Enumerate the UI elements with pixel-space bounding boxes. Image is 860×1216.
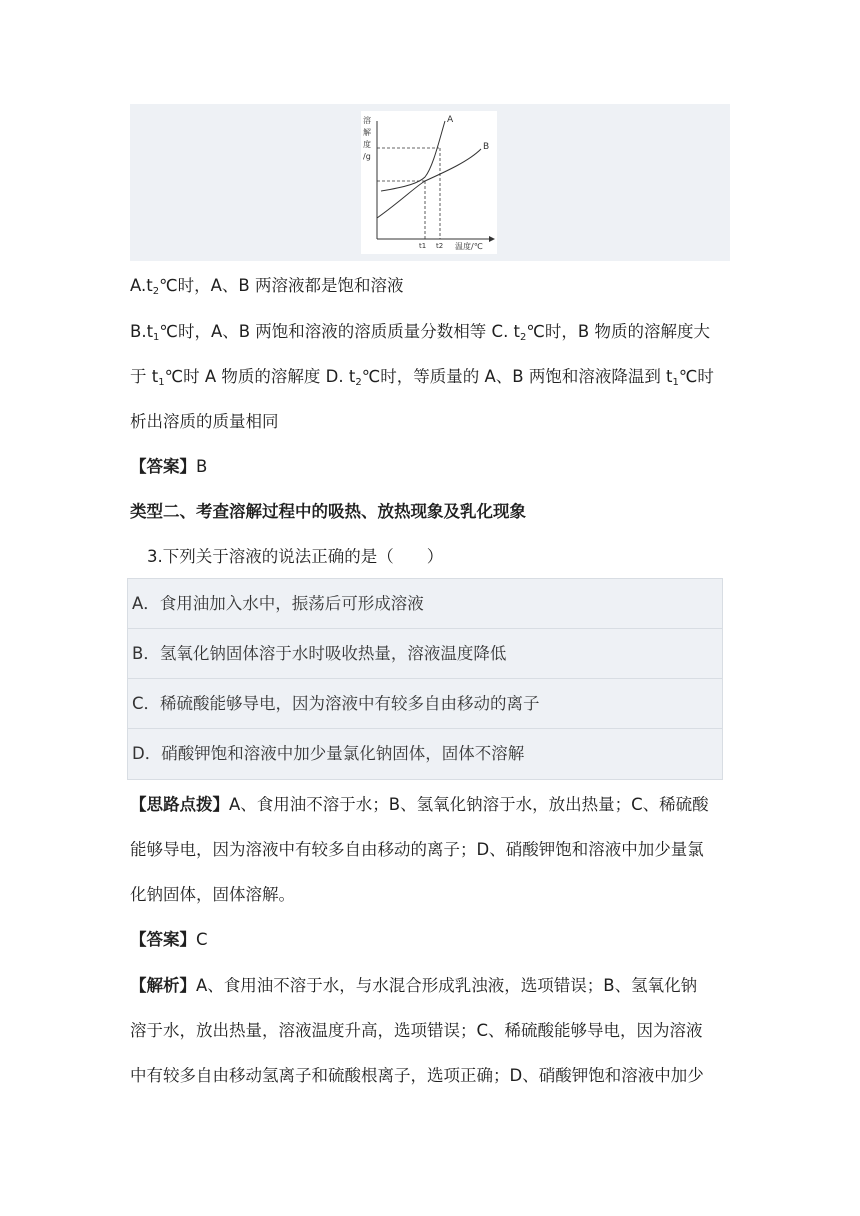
curve-b-label: B [483, 142, 490, 152]
analysis-label: 【解析】 [130, 976, 196, 995]
answer-value: C [196, 930, 208, 949]
answer-label: 【答案】 [130, 457, 196, 476]
hint-label: 【思路点拨】 [130, 795, 229, 814]
y-axis-label-char: 溶 [363, 116, 371, 125]
analysis-line-3: 中有较多自由移动氢离子和硫酸根离子，选项正确；D、硝酸钾饱和溶液中加少 [130, 1066, 704, 1085]
analysis-line-2: 溶于水，放出热量，溶液温度升高，选项错误；C、稀硫酸能够导电，因为溶液 [130, 1021, 703, 1040]
tick-t1: t1 [419, 242, 427, 250]
analysis-line-1: 【解析】A、食用油不溶于水，与水混合形成乳浊液，选项错误；B、氢氧化钠 [130, 976, 698, 995]
curve-b [377, 149, 481, 218]
x-axis-label: 温度/℃ [455, 242, 483, 251]
solubility-curve-graph [361, 111, 497, 254]
q2-option-b-line2: 于 $t_1℃$时 A 物质的溶解度 D. $t_2℃$时，等质量的 A、B 两饱和溶液降温到 $t_1℃$时 [130, 367, 714, 388]
tick-t2: t2 [436, 242, 444, 250]
q2-option-a: $A.t_2℃$时，A、B 两溶液都是饱和溶液 [130, 276, 404, 297]
answer-2 [130, 930, 740, 950]
q3-option-d: D．硝酸钾饱和溶液中加少量氯化钠固体，固体不溶解 [132, 744, 525, 763]
answer-value: B [196, 457, 208, 476]
q3-option-b: B．氢氧化钠固体溶于水时吸收热量，溶液温度降低 [128, 629, 722, 679]
q2-option-b-line1: $B.t_1℃$时，A、B 两饱和溶液的溶质质量分数相等 C. $t_2℃$时，B 物质的溶解度大 [130, 322, 711, 343]
q3-stem: 3.下列关于溶液的说法正确的是（ ） [147, 547, 444, 566]
q3-option-c: C．稀硫酸能够导电，因为溶液中有较多自由移动的离子 [128, 679, 722, 729]
q3-options-table [127, 578, 723, 780]
hint-line-3: 化钠固体，固体溶解。 [130, 885, 295, 904]
hint-line-1: 【思路点拨】A、食用油不溶于水；B、氢氧化钠溶于水，放出热量；C、稀硫酸 [130, 795, 709, 814]
curve-a [381, 121, 445, 191]
section-title: 类型二、考查溶解过程中的吸热、放热现象及乳化现象 [130, 502, 526, 521]
x-axis-arrow [489, 236, 495, 242]
curve-a-label: A [447, 115, 454, 125]
hint-line-2: 能够导电，因为溶液中有较多自由移动的离子；D、硝酸钾饱和溶液中加少量氯 [130, 840, 704, 859]
y-axis-label-char: 度 [363, 140, 371, 149]
q2-option-b-line3: 析出溶质的质量相同 [130, 412, 279, 431]
y-axis-label-char: 解 [363, 128, 371, 137]
answer-1 [130, 457, 740, 477]
y-axis-label-char: /g [363, 152, 371, 161]
q3-option-a: A．食用油加入水中，振荡后可形成溶液 [128, 579, 722, 629]
answer-label: 【答案】 [130, 930, 196, 949]
